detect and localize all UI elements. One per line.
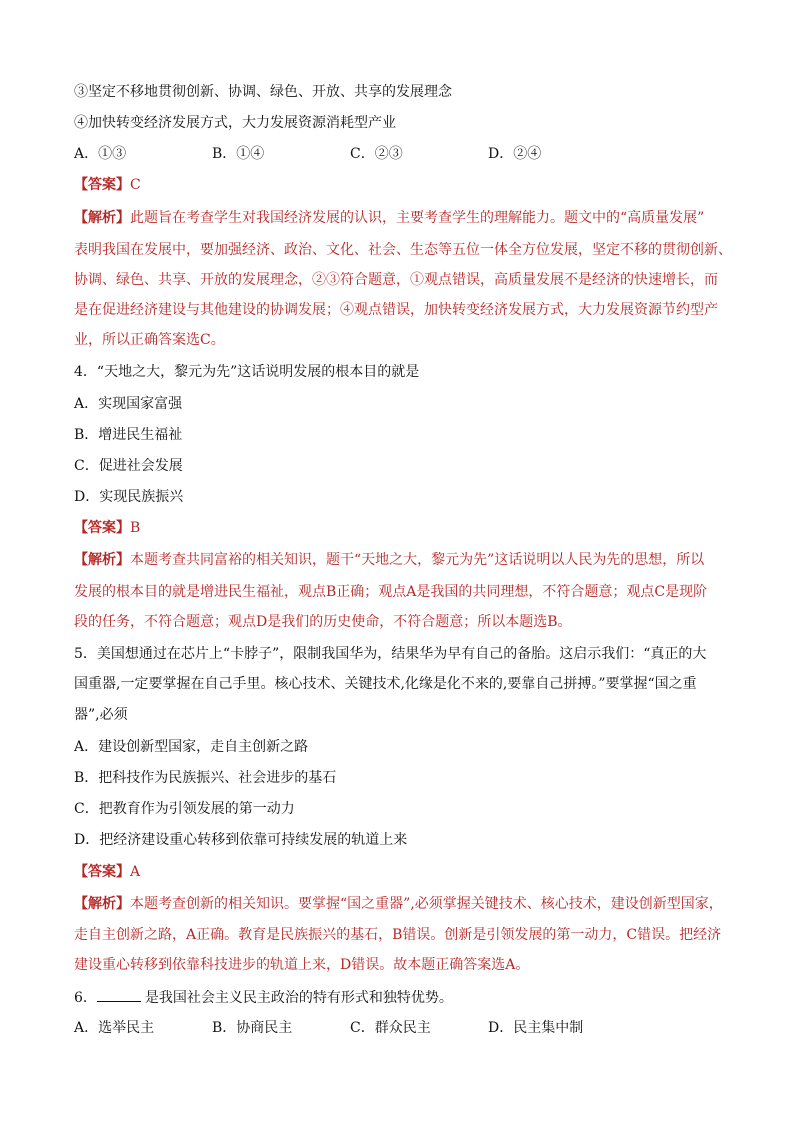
q5-option-b: B．把科技作为民族振兴、社会进步的基石 xyxy=(74,770,337,786)
q3-option-b: B．①④ xyxy=(212,146,265,162)
q5-answer-value: A xyxy=(130,864,141,880)
q5-option-a: A．建设创新型国家，走自主创新之路 xyxy=(74,739,309,755)
q6-number: 6． xyxy=(74,990,97,1006)
q3-option-d: D．②④ xyxy=(488,146,542,162)
q4-analysis-tag: 【解析】 xyxy=(74,552,130,568)
q5-option-c: C．把教育作为引领发展的第一动力 xyxy=(74,801,295,817)
q3-analysis-line-5: 业，所以正确答案选C。 xyxy=(74,332,225,348)
q3-option-c: C．②③ xyxy=(350,146,403,162)
q4-analysis-line-2: 发展的根本目的就是增进民生福祉，观点B正确；观点A是我国的共同理想，不符合题意；观点C是现阶 xyxy=(74,584,708,600)
q6-stem-text: 是我国社会主义民主政治的特有形式和独特优势。 xyxy=(144,990,453,1006)
q4-analysis-text-1: 本题考查共同富裕的相关知识，题干“天地之大，黎元为先”这话说明以人民为先的思想，所以 xyxy=(130,552,705,568)
q5-stem-line-1: 5．美国想通过在芯片上“卡脖子”，限制我国华为，结果华为早有自己的备胎。这启示我们：“真正的大 xyxy=(74,646,707,662)
q4-answer-tag: 【答案】 xyxy=(74,520,130,536)
q5-analysis-text-1: 本题考查创新的相关知识。要掌握“国之重器”,必须掌握关键技术、核心技术，建设创新型国家， xyxy=(130,896,723,912)
q3-answer-tag: 【答案】 xyxy=(74,177,130,193)
q5-analysis-line-2: 走自主创新之路，A正确。教育是民族振兴的基石，B错误。创新是引领发展的第一动力，C错误。把经济 xyxy=(74,927,722,943)
q5-stem-line-3: 器”,必须 xyxy=(74,707,128,723)
q4-stem: 4．“天地之大，黎元为先”这话说明发展的根本目的就是 xyxy=(74,364,420,380)
q4-option-b: B．增进民生福祉 xyxy=(74,427,183,443)
q4-answer xyxy=(74,518,724,538)
q4-analysis-line-3: 段的任务，不符合题意；观点D是我们的历史使命，不符合题意；所以本题选B。 xyxy=(74,614,572,630)
q5-option-d: D．把经济建设重心转移到依靠可持续发展的轨道上来 xyxy=(74,832,408,848)
q5-answer xyxy=(74,862,724,882)
q3-analysis-text-1: 此题旨在考查学生对我国经济发展的认识，主要考查学生的理解能力。题文中的“高质量发展” xyxy=(130,210,705,226)
q3-analysis-line-2: 表明我国在发展中，要加强经济、政治、文化、社会、生态等五位一体全方位发展，坚定不移的贯彻创新、 xyxy=(74,242,732,258)
q4-option-c: C．促进社会发展 xyxy=(74,458,183,474)
q5-stem-line-2: 国重器,一定要掌握在自己手里。核心技术、关键技术,化缘是化不来的,要靠自己拼搏。”要掌握“国之重 xyxy=(74,676,697,692)
q6-option-d: D．民主集中制 xyxy=(488,1020,584,1036)
q6-answer-blank xyxy=(97,987,141,1002)
q6-option-a: A．选举民主 xyxy=(74,1020,155,1036)
q5-analysis-line-3: 建设重心转移到依靠科技进步的轨道上来，D错误。故本题正确答案选A。 xyxy=(74,957,530,973)
q4-answer-value: B xyxy=(130,520,141,536)
q3-answer-value: C xyxy=(130,177,141,193)
q3-item3: ③坚定不移地贯彻创新、协调、绿色、开放、共享的发展理念 xyxy=(74,84,452,100)
q3-answer xyxy=(74,175,724,195)
q3-analysis-line-4: 是在促进经济建设与其他建设的协调发展；④观点错误，加快转变经济发展方式，大力发展资源节约型产 xyxy=(74,302,718,318)
q5-analysis-line-1 xyxy=(74,894,724,914)
q5-answer-tag: 【答案】 xyxy=(74,864,130,880)
q4-analysis-line-1 xyxy=(74,550,724,570)
q4-option-d: D．实现民族振兴 xyxy=(74,489,184,505)
q3-analysis-tag: 【解析】 xyxy=(74,210,130,226)
q6-stem xyxy=(74,987,724,1008)
q6-option-c: C．群众民主 xyxy=(350,1020,431,1036)
q5-analysis-tag: 【解析】 xyxy=(74,896,130,912)
q6-option-b: B．协商民主 xyxy=(212,1020,293,1036)
q3-analysis-line-3: 协调、绿色、共享、开放的发展理念，②③符合题意，①观点错误，高质量发展不是经济的快速增长，而 xyxy=(74,272,718,288)
q4-option-a: A．实现国家富强 xyxy=(74,396,183,412)
q3-option-a: A．①③ xyxy=(74,146,127,162)
q3-item4: ④加快转变经济发展方式，大力发展资源消耗型产业 xyxy=(74,115,396,131)
q3-analysis-line-1 xyxy=(74,208,724,228)
